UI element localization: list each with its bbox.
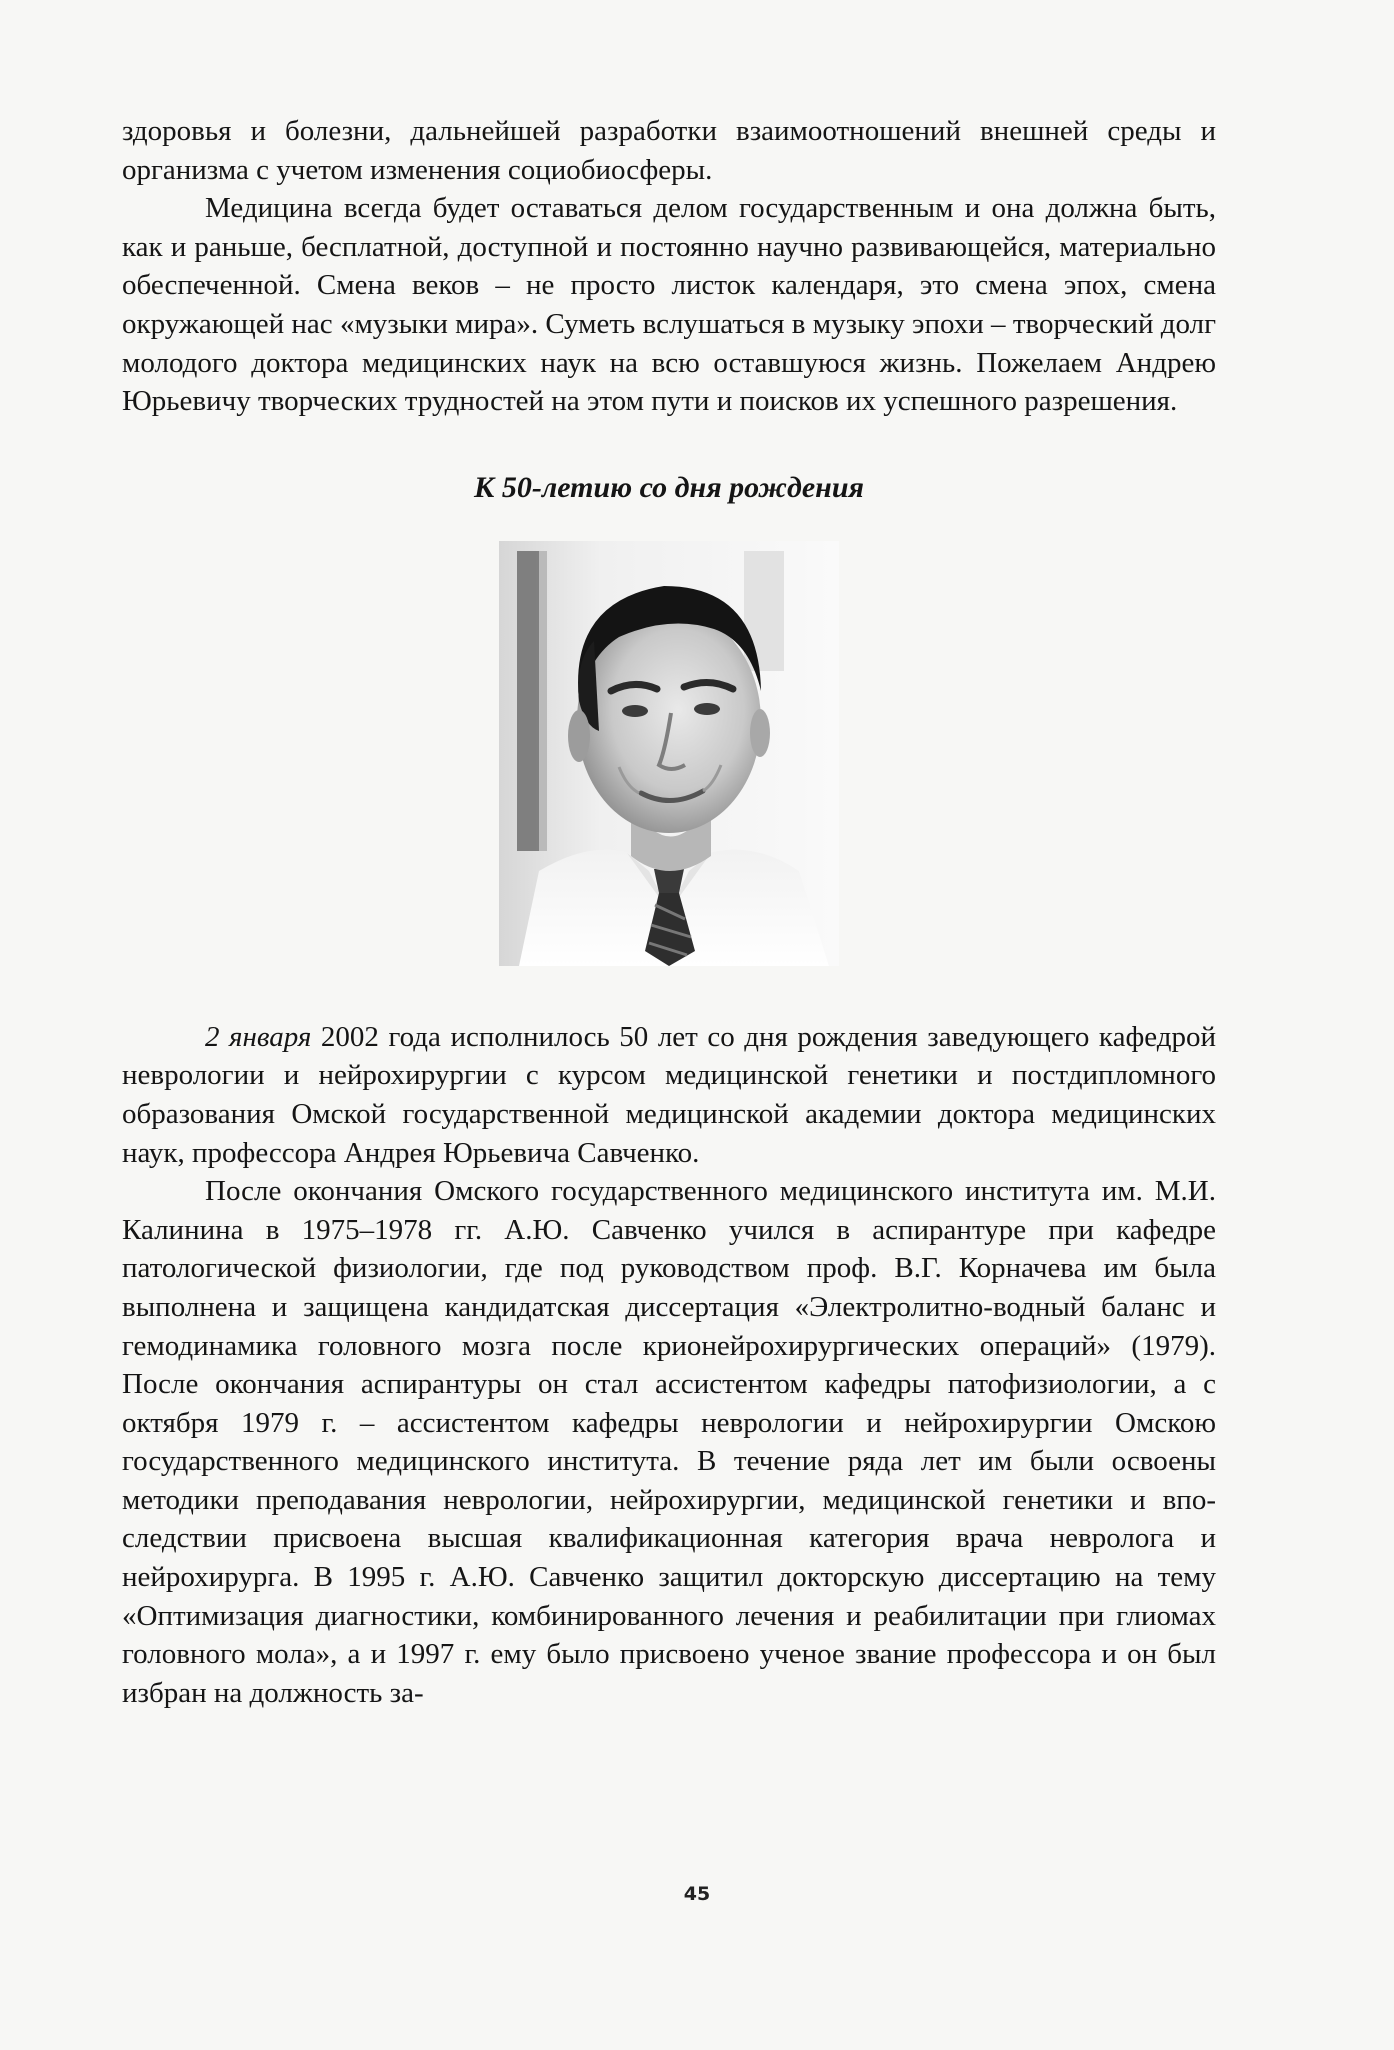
article-body <box>122 1018 1216 1713</box>
intro-paragraph-1: здоровья и болезни, дальнейшей разработки взаимоотношений внешней среды и организма с учетом изменения социобиосферы. <box>122 115 1216 186</box>
article-lead-date: 2 января <box>205 1020 312 1053</box>
document-page <box>122 112 1216 1712</box>
article-lead-text: 2002 года исполнилось 50 лет со дня рождения заведующего кафедрой неврологии и нейрохирургии с курсом медицинской генетики и постдипломного образования Омской государственной медицинской академии доктора медицинских наук, профессора Андрея Юрьевича Савченко. <box>122 1020 1216 1169</box>
article-lead-paragraph <box>122 1018 1216 1172</box>
article-paragraph-2: После окончания Омского государственного медицинского института им. М.И. Калинина в 1975–1978 гг. А.Ю. Савченко учился в аспирантуре при кафедре патологической физиологии, где под руководством проф. В.Г. Корначева им была выполнена и защищена кандидатская диссертация «Электролитно-водный баланс и гемодинамика головного мозга после крионейрохирургических операций» (1979). После окончания аспирантуры он стал ассистентом кафедры патофизиологии, а с октября 1979 г. – ассистентом кафедры неврологии и нейрохирургии Омскою государственного медицинского института. В течение ряда лет им были освоены методики преподавания неврологии, нейрохирургии, медицинской генетики и впоследствии присвоена высшая квалификационная категория врача невролога и нейрохирурга. В 1995 г. А.Ю. Савченко защитил докторскую диссертацию на тему «Оптимизация диагностики, комбинированного лечения и реабилитации при глиомах головного мола», а и 1997 г. ему было присвоено ученое звание профессора и он был избран на должность за- <box>122 1175 1216 1709</box>
section-title: К 50-летию со дня рождения <box>474 470 864 504</box>
page-number: 45 <box>683 1883 711 1905</box>
intro-paragraph-2: Медицина всегда будет оставаться делом государственным и она должна быть, как и раньше, бесплатной, доступной и постоянно научно развивающейся, материально обеспеченной. Смена веков – не просто листок календаря, это смена эпох, смена окружающей нас «музыки мира». Суметь вслушаться в музыку эпохи – творческий долг молодого доктора медицинских наук на всю оставшуюся жизнь. Пожелаем Андрею Юрьевичу творческих трудностей на этом пути и поисков их успешного разрешения. <box>122 192 1216 418</box>
portrait-photo <box>499 541 839 966</box>
